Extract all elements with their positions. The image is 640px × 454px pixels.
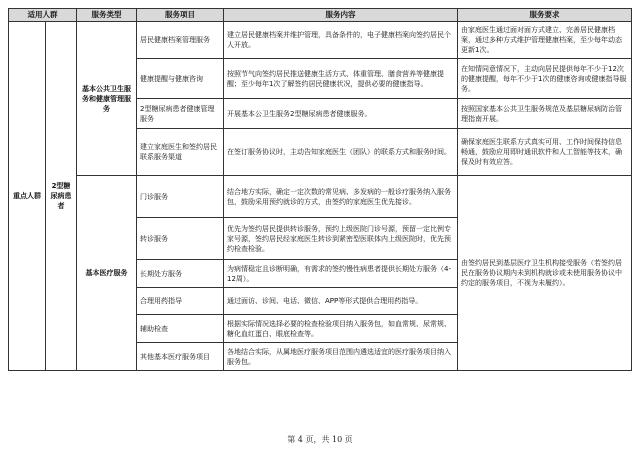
service-item: 健康提醒与健康咨询 bbox=[137, 59, 224, 99]
service-item: 长期处方服务 bbox=[137, 260, 224, 288]
service-content: 按照节气向签约居民推送健康生活方式、体重管理、膳食营养等健康提醒；至少每年1次了解签约居民健康状况，提供必要的健康指导。 bbox=[224, 59, 458, 99]
page-number: 第 4 页，共 10 页 bbox=[287, 435, 353, 444]
service-item: 2型糖尿病患者健康管理服务 bbox=[137, 99, 224, 129]
table-row bbox=[9, 176, 632, 218]
service-requirement: 按照国家基本公共卫生服务规范及基层糖尿病防治管理指南开展。 bbox=[458, 99, 632, 129]
service-content: 在签订服务协议时，主动告知家庭医生（团队）的联系方式和服务时间。 bbox=[224, 129, 458, 176]
service-content: 建立居民健康档案并维护管理，具备条件的，电子健康档案向签约居民个人开放。 bbox=[224, 22, 458, 59]
service-requirement: 由家庭医生通过面对面方式建立、完善居民健康档案，通过多种方式维护管理健康档案，至少每年动态更新1次。 bbox=[458, 22, 632, 59]
header-row bbox=[9, 9, 632, 22]
header-service-item: 服务项目 bbox=[137, 9, 224, 22]
service-requirement: 由签约居民到基层医疗卫生机构接受服务（若签约居民在服务协议期内未到机构就诊或未使用服务协议中约定的服务项目，不视为未履约）。 bbox=[458, 176, 632, 371]
target-group-cell: 重点人群 bbox=[9, 22, 46, 371]
service-type-basic-medical: 基本医疗服务 bbox=[77, 176, 137, 371]
service-table bbox=[8, 8, 632, 371]
service-type-basic-public: 基本公共卫生服务和健康管理服务 bbox=[77, 22, 137, 176]
service-content: 开展基本公卫生服务2型糖尿病患者健康服务。 bbox=[224, 99, 458, 129]
service-item: 居民健康档案管理服务 bbox=[137, 22, 224, 59]
header-target-group: 适用人群 bbox=[9, 9, 77, 22]
service-item: 转诊服务 bbox=[137, 218, 224, 260]
table-row bbox=[9, 22, 632, 59]
service-item: 合理用药指导 bbox=[137, 288, 224, 315]
service-content: 通过面访、诊间、电话、微信、APP等形式提供合理用药指导。 bbox=[224, 288, 458, 315]
service-content: 各地结合实际，从属地医疗服务项目范围内遴选适宜的医疗服务项目纳入服务包。 bbox=[224, 343, 458, 371]
service-item: 辅助检查 bbox=[137, 315, 224, 343]
header-service-type: 服务类型 bbox=[77, 9, 137, 22]
service-requirement: 在知情同意情况下，主动向居民提供每年不少于12次的健康提醒，每年不少于1次的健康咨询或健康指导服务。 bbox=[458, 59, 632, 99]
header-service-content: 服务内容 bbox=[224, 9, 458, 22]
service-content: 为病情稳定且诊断明确，有需求的签约慢性病患者提供长期处方服务（4-12周）。 bbox=[224, 260, 458, 288]
service-content: 优先为签约居民提供转诊服务，预约上级医院门诊号源，预留一定比例专家号源，签约居民经家庭医生转诊到紧密型医联体内上级医院时，优先预约检查检验。 bbox=[224, 218, 458, 260]
header-service-requirement: 服务要求 bbox=[458, 9, 632, 22]
service-item: 其他基本医疗服务项目 bbox=[137, 343, 224, 371]
service-item: 建立家庭医生和签约居民联系服务渠道 bbox=[137, 129, 224, 176]
service-content: 根据实际情况选择必要的检查检验项目纳入服务包，如血常规、尿常规、糖化血红蛋白、眼底检查等。 bbox=[224, 315, 458, 343]
service-item: 门诊服务 bbox=[137, 176, 224, 218]
service-content: 结合地方实际，确定一定次数的常见病、多发病的一般诊疗服务纳入服务包，鼓励采用预约就诊的方式，由签约的家庭医生优先接诊。 bbox=[224, 176, 458, 218]
target-subgroup-cell: 2型糖尿病患者 bbox=[46, 22, 77, 371]
service-requirement: 确保家庭医生联系方式真实可用、工作时间保持信息畅通，鼓励应用即时通讯软件和人工智能等技术，确保及时有效应答。 bbox=[458, 129, 632, 176]
